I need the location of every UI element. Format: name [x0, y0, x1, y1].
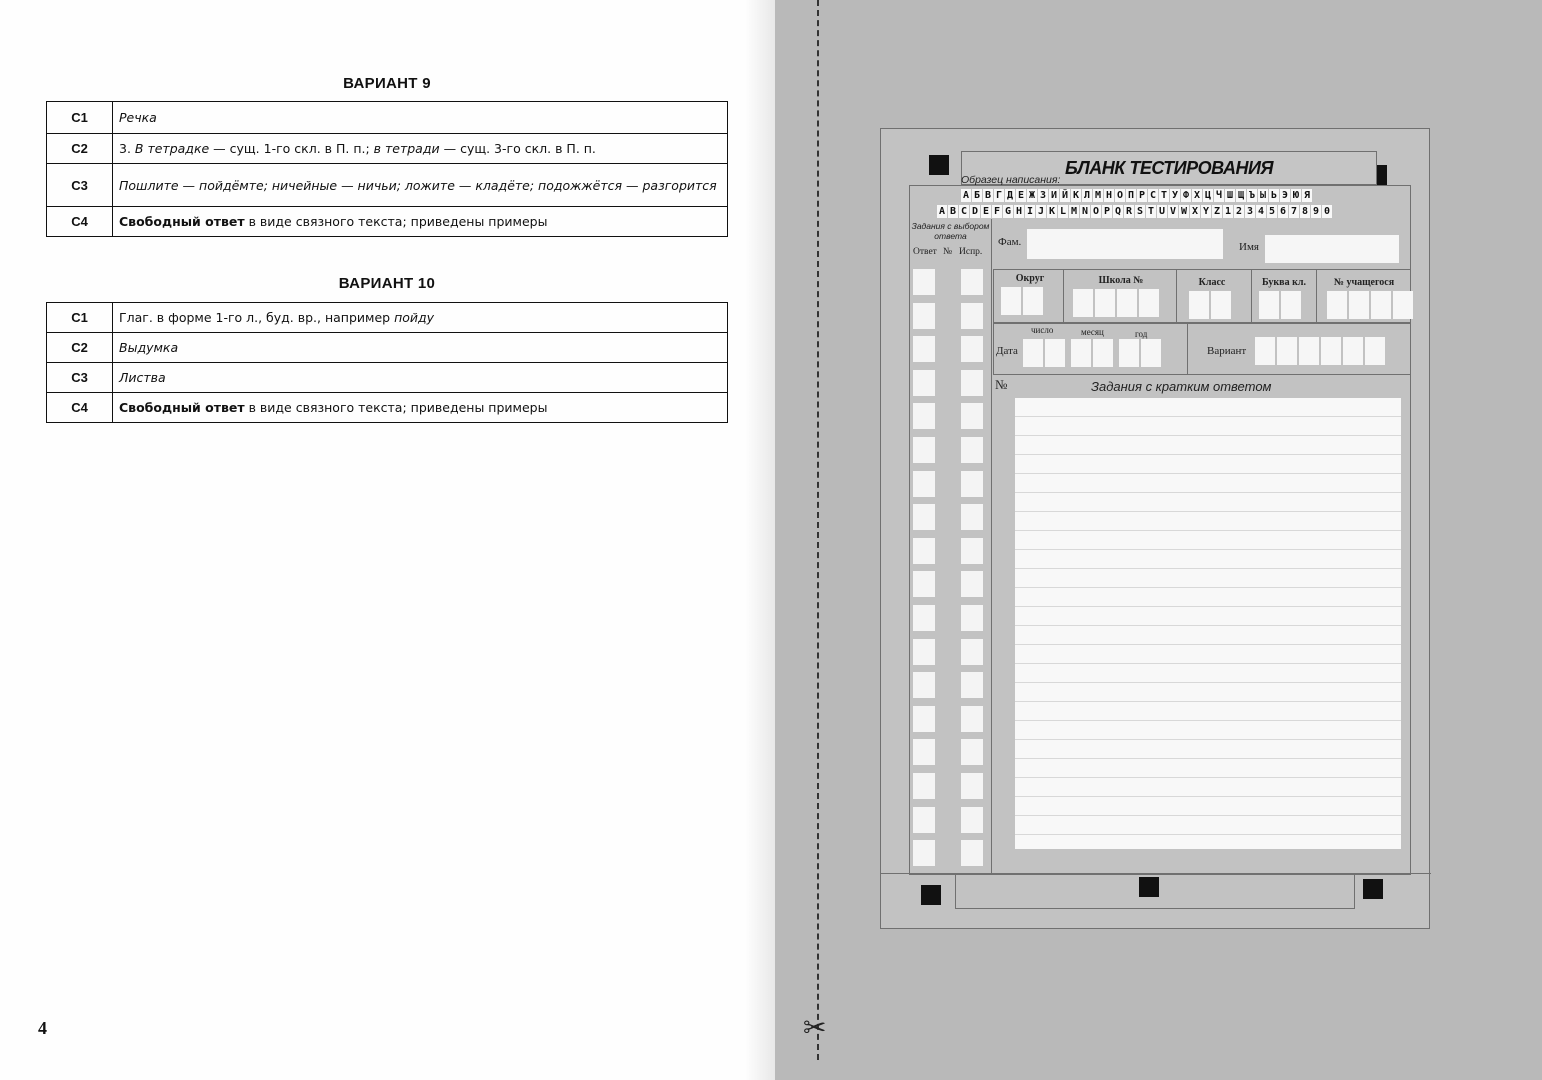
answer-table	[46, 302, 728, 423]
sample-letter: Ц	[1204, 190, 1212, 201]
choice-answer-cell[interactable]	[913, 773, 935, 799]
student-field[interactable]	[1327, 291, 1413, 319]
choice-fix-cell[interactable]	[961, 840, 983, 866]
answer-text-part: Речка	[119, 110, 157, 125]
col-answer: Ответ	[913, 247, 937, 257]
table-row	[47, 363, 728, 393]
sample-letter: Ь	[1270, 190, 1278, 201]
choice-answer-cell[interactable]	[913, 739, 935, 765]
answer-text	[113, 207, 728, 237]
marker-square-icon	[1363, 879, 1383, 899]
letter-label: Буква кл.	[1262, 277, 1306, 288]
surname-field[interactable]	[1027, 229, 1223, 259]
choice-fix-cell[interactable]	[961, 639, 983, 665]
sample-letter: Q	[1114, 206, 1122, 217]
page-number: 4	[38, 1018, 47, 1038]
choice-answer-cell[interactable]	[913, 639, 935, 665]
scissors-icon: ✂	[803, 1011, 827, 1044]
year-field[interactable]	[1119, 339, 1161, 367]
sample-letter: E	[982, 206, 990, 217]
answer-text-part: в виде связного текста; приведены примеры	[244, 400, 548, 415]
date-label: Дата	[996, 345, 1018, 357]
cut-line	[817, 0, 819, 1060]
sample-letter: T	[1147, 206, 1155, 217]
sample-letter: Т	[1160, 190, 1168, 201]
table-row	[47, 303, 728, 333]
col-num: №	[943, 247, 953, 257]
sample-letter: Э	[1281, 190, 1289, 201]
sample-letter: 9	[1312, 206, 1320, 217]
sample-letter: L	[1059, 206, 1067, 217]
name-field[interactable]	[1265, 235, 1399, 263]
choice-answer-cell[interactable]	[913, 336, 935, 362]
answer-text	[113, 134, 728, 164]
sample-letter: Г	[995, 190, 1003, 201]
sample-letter: G	[1004, 206, 1012, 217]
choice-fix-cell[interactable]	[961, 672, 983, 698]
choice-fix-cell[interactable]	[961, 437, 983, 463]
table-row	[47, 134, 728, 164]
sample-letter: Й	[1061, 190, 1069, 201]
answer-text	[113, 333, 728, 363]
answer-text-part: в тетради	[373, 141, 440, 156]
name-label: Имя	[1239, 241, 1259, 253]
choice-answer-cell[interactable]	[913, 840, 935, 866]
choice-fix-cell[interactable]	[961, 269, 983, 295]
choice-fix-cell[interactable]	[961, 605, 983, 631]
answer-text-part: — сущ. 3-го скл. в П. п.	[439, 141, 596, 156]
sample-letter: Ш	[1226, 190, 1234, 201]
sample-letter: К	[1072, 190, 1080, 201]
variant-title: ВАРИАНТ 9	[343, 75, 431, 92]
sample-letter: H	[1015, 206, 1023, 217]
task-code: С1	[47, 303, 113, 333]
choice-answer-cell[interactable]	[913, 706, 935, 732]
choice-answer-cell[interactable]	[913, 571, 935, 597]
variant-title: ВАРИАНТ 10	[338, 275, 436, 292]
short-answer-title: Задания с кратким ответом	[1091, 379, 1272, 394]
sample-letter: P	[1103, 206, 1111, 217]
table-row	[47, 164, 728, 207]
sample-letter: F	[993, 206, 1001, 217]
sample-letter: Н	[1105, 190, 1113, 201]
choice-answer-cell[interactable]	[913, 504, 935, 530]
sample-letter: Z	[1213, 206, 1221, 217]
sample-letter: Щ	[1237, 190, 1245, 201]
sample-letter: И	[1050, 190, 1058, 201]
choice-header: Задания с выбором ответа	[911, 221, 990, 241]
choice-fix-cell[interactable]	[961, 403, 983, 429]
col-fix: Испр.	[959, 247, 983, 257]
school-field[interactable]	[1073, 289, 1159, 317]
task-code: С4	[47, 393, 113, 423]
variant-field[interactable]	[1255, 337, 1385, 365]
choice-fix-cell[interactable]	[961, 504, 983, 530]
sample-letters-latin	[937, 205, 1332, 218]
day-field[interactable]	[1023, 339, 1065, 367]
task-code: С3	[47, 164, 113, 207]
answer-table	[46, 101, 728, 237]
sample-letter: Р	[1138, 190, 1146, 201]
class-label: Класс	[1198, 277, 1226, 288]
sample-letter: C	[960, 206, 968, 217]
sample-letter: W	[1180, 206, 1188, 217]
sample-letter: Ж	[1028, 190, 1036, 201]
sample-letter: С	[1149, 190, 1157, 201]
choice-answer-cell[interactable]	[913, 605, 935, 631]
choice-column	[909, 219, 992, 875]
sample-letter: I	[1026, 206, 1034, 217]
table-row	[47, 333, 728, 363]
test-form	[880, 128, 1430, 929]
table-row	[47, 102, 728, 134]
sample-letter: М	[1094, 190, 1102, 201]
sample-letter: J	[1037, 206, 1045, 217]
sample-letters-cyrillic	[961, 189, 1312, 202]
sample-letter: Ф	[1182, 190, 1190, 201]
sample-letter: 7	[1290, 206, 1298, 217]
sample-letter: Л	[1083, 190, 1091, 201]
choice-fix-cell[interactable]	[961, 370, 983, 396]
sample-letter: 6	[1279, 206, 1287, 217]
choice-fix-cell[interactable]	[961, 571, 983, 597]
sample-letter: B	[949, 206, 957, 217]
sample-letter: X	[1191, 206, 1199, 217]
choice-fix-cell[interactable]	[961, 303, 983, 329]
sample-letter: R	[1125, 206, 1133, 217]
answer-text-part: Выдумка	[119, 340, 179, 355]
sample-letter: Х	[1193, 190, 1201, 201]
choice-answer-cell[interactable]	[913, 437, 935, 463]
choice-fix-cell[interactable]	[961, 773, 983, 799]
answer-text	[113, 393, 728, 423]
choice-answer-cell[interactable]	[913, 303, 935, 329]
district-label: Округ	[1015, 273, 1045, 284]
letter-field[interactable]	[1259, 291, 1301, 319]
month-field[interactable]	[1071, 339, 1113, 367]
sample-letter: У	[1171, 190, 1179, 201]
sample-letter: K	[1048, 206, 1056, 217]
sample-letter: U	[1158, 206, 1166, 217]
sample-letter: A	[938, 206, 946, 217]
answer-text	[113, 303, 728, 333]
task-code: С1	[47, 102, 113, 134]
task-code: С2	[47, 333, 113, 363]
answer-text-part: Листва	[119, 370, 166, 385]
marker-square-icon	[921, 885, 941, 905]
sample-letter: 3	[1246, 206, 1254, 217]
choice-answer-cell[interactable]	[913, 269, 935, 295]
sample-letter: А	[962, 190, 970, 201]
sample-letter: Ы	[1259, 190, 1267, 201]
surname-label: Фам.	[998, 236, 1022, 248]
sample-letter: Y	[1202, 206, 1210, 217]
answer-text-part: В тетрадке	[134, 141, 210, 156]
sample-letter: Ч	[1215, 190, 1223, 201]
sample-letter: 4	[1257, 206, 1265, 217]
district-field[interactable]	[1001, 287, 1043, 315]
task-code: С4	[47, 207, 113, 237]
sample-label: Образец написания:	[961, 174, 1061, 186]
choice-answer-cell[interactable]	[913, 370, 935, 396]
choice-answer-cell[interactable]	[913, 471, 935, 497]
table-row	[47, 207, 728, 237]
short-answer-no-label: №	[995, 377, 1008, 392]
sample-letter: Ъ	[1248, 190, 1256, 201]
form-title: БЛАНК ТЕСТИРОВАНИЯ	[1064, 158, 1274, 178]
answer-text-part: в виде связного текста; приведены примеры	[244, 214, 548, 229]
choice-answer-cell[interactable]	[913, 672, 935, 698]
answer-text-part: — сущ. 1-го скл. в П. п.;	[209, 141, 374, 156]
sample-letter: D	[971, 206, 979, 217]
student-label: № учащегося	[1333, 277, 1395, 288]
class-field[interactable]	[1189, 291, 1231, 319]
choice-fix-cell[interactable]	[961, 538, 983, 564]
choice-answer-cell[interactable]	[913, 403, 935, 429]
sample-letter: З	[1039, 190, 1047, 201]
answer-text	[113, 164, 728, 207]
sample-letter: 8	[1301, 206, 1309, 217]
sample-letter: О	[1116, 190, 1124, 201]
marker-square-icon	[929, 155, 949, 175]
answer-text-part: Пошлите — пойдёмте; ничейные — ничьи; ложите — кладёте; подожжётся — разгорится	[119, 177, 717, 193]
month-label: месяц	[1081, 327, 1104, 337]
choice-fix-cell[interactable]	[961, 706, 983, 732]
sample-letter: S	[1136, 206, 1144, 217]
sample-letter: O	[1092, 206, 1100, 217]
choice-fix-cell[interactable]	[961, 471, 983, 497]
marker-square-icon	[1139, 877, 1159, 897]
choice-fix-cell[interactable]	[961, 336, 983, 362]
sample-letter: Е	[1017, 190, 1025, 201]
day-label: число	[1031, 325, 1054, 335]
choice-fix-cell[interactable]	[961, 739, 983, 765]
school-label: Школа №	[1098, 275, 1144, 286]
sample-letter: 2	[1235, 206, 1243, 217]
sample-letter: Ю	[1292, 190, 1300, 201]
table-row	[47, 393, 728, 423]
answer-text	[113, 102, 728, 134]
sample-letter: V	[1169, 206, 1177, 217]
short-answer-area[interactable]	[1015, 398, 1401, 849]
answer-text-part: пойду	[394, 310, 435, 325]
sample-letter: 5	[1268, 206, 1276, 217]
variant-label: Вариант	[1207, 345, 1247, 357]
sample-letter: Я	[1303, 190, 1311, 201]
sample-letter: Д	[1006, 190, 1014, 201]
year-label: год	[1135, 329, 1148, 339]
sample-letter: Б	[973, 190, 981, 201]
answer-text	[113, 363, 728, 393]
choice-fix-cell[interactable]	[961, 807, 983, 833]
answer-text-part: Свободный ответ	[119, 214, 245, 229]
sample-letter: В	[984, 190, 992, 201]
sample-letter: 1	[1224, 206, 1232, 217]
sample-letter: M	[1070, 206, 1078, 217]
task-code: С3	[47, 363, 113, 393]
task-code: С2	[47, 134, 113, 164]
sample-letter: N	[1081, 206, 1089, 217]
answer-text-part: Свободный ответ	[119, 400, 245, 415]
sample-letter: 0	[1323, 206, 1331, 217]
sample-letter: П	[1127, 190, 1135, 201]
answer-text-part: Глаг. в форме 1-го л., буд. вр., например	[119, 310, 395, 325]
answer-text-part: 3.	[119, 141, 135, 156]
choice-answer-cell[interactable]	[913, 538, 935, 564]
choice-answer-cell[interactable]	[913, 807, 935, 833]
